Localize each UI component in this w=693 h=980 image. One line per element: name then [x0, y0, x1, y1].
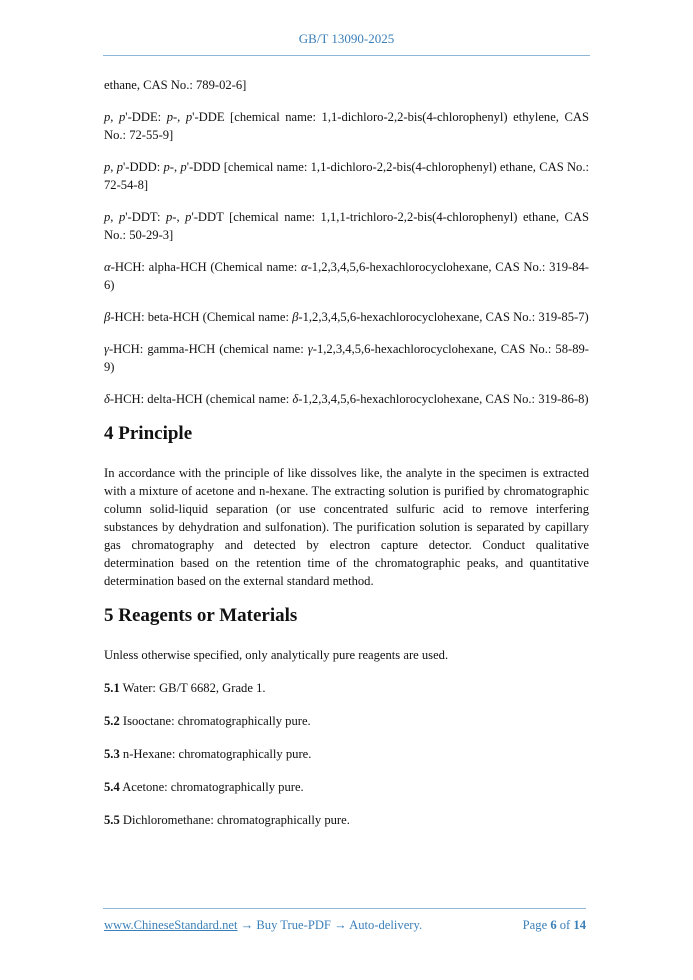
definition-item: δ-HCH: delta-HCH (chemical name: δ-1,2,3,4,5,6-hexachlorocyclohexane, CAS No.: 319-86-8): [104, 392, 589, 406]
header-divider: [103, 55, 590, 56]
definition-item: p, p'-DDD: p-, p'-DDD [chemical name: 1,1-dichloro-2,2-bis(4-chlorophenyl) ethane, CAS No.: 72-54-8]: [104, 160, 589, 192]
website-link[interactable]: www.ChineseStandard.net: [104, 918, 238, 932]
reagent-list: [104, 679, 589, 829]
reagent-item: 5.2 Isooctane: chromatographically pure.: [104, 714, 311, 728]
section-5-heading: 5 Reagents or Materials: [104, 605, 298, 626]
section-5-intro: Unless otherwise specified, only analytically pure reagents are used.: [104, 648, 449, 662]
footer: [104, 918, 586, 933]
section-4-heading: 4 Principle: [104, 423, 193, 444]
definition-item: γ-HCH: gamma-HCH (chemical name: γ-1,2,3,4,5,6-hexachlorocyclohexane, CAS No.: 58-89-9): [104, 342, 589, 374]
section-4-body: In accordance with the principle of like dissolves like, the analyte in the specimen is extracted with a mixture of acetone and n-hexane. The extracting solution is purified by chromatographic column solid-liquid separation (or use concentrated sulfuric acid to remove interfering substances by dehydration and sulfonation). The purification solution is separated by capillary gas chromatography and detected by electron capture detector. Conduct qualitative determination based on the retention time of the chromatographic peaks, and quantitative determination based on the external standard method.: [104, 466, 589, 588]
page-body: [104, 76, 589, 844]
header-doc-id: GB/T 13090-2025: [298, 31, 395, 46]
definition-item: ethane, CAS No.: 789-02-6]: [104, 78, 247, 92]
definition-item: p, p'-DDE: p-, p'-DDE [chemical name: 1,1-dichloro-2,2-bis(4-chlorophenyl) ethylene, CAS No.: 72-55-9]: [104, 110, 590, 142]
page-number: Page 6 of 14: [522, 918, 586, 932]
definition-item: p, p'-DDT: p-, p'-DDT [chemical name: 1,1,1-trichloro-2,2-bis(4-chlorophenyl) ethane, CAS No.: 50-29-3]: [104, 210, 589, 242]
definitions-list: [104, 76, 589, 408]
reagent-item: 5.3 n-Hexane: chromatographically pure.: [104, 747, 312, 761]
definition-item: β-HCH: beta-HCH (Chemical name: β-1,2,3,4,5,6-hexachlorocyclohexane, CAS No.: 319-85-7): [104, 310, 589, 324]
reagent-item: 5.4 Acetone: chromatographically pure.: [104, 780, 304, 794]
definition-item: α-HCH: alpha-HCH (Chemical name: α-1,2,3,4,5,6-hexachlorocyclohexane, CAS No.: 319-84-6): [104, 260, 589, 292]
footer-divider: [103, 908, 586, 909]
footer-promo: → Buy True-PDF → Auto-delivery.: [237, 918, 423, 932]
reagent-item: 5.1 Water: GB/T 6682, Grade 1.: [104, 681, 266, 695]
reagent-item: 5.5 Dichloromethane: chromatographically pure.: [104, 813, 350, 827]
